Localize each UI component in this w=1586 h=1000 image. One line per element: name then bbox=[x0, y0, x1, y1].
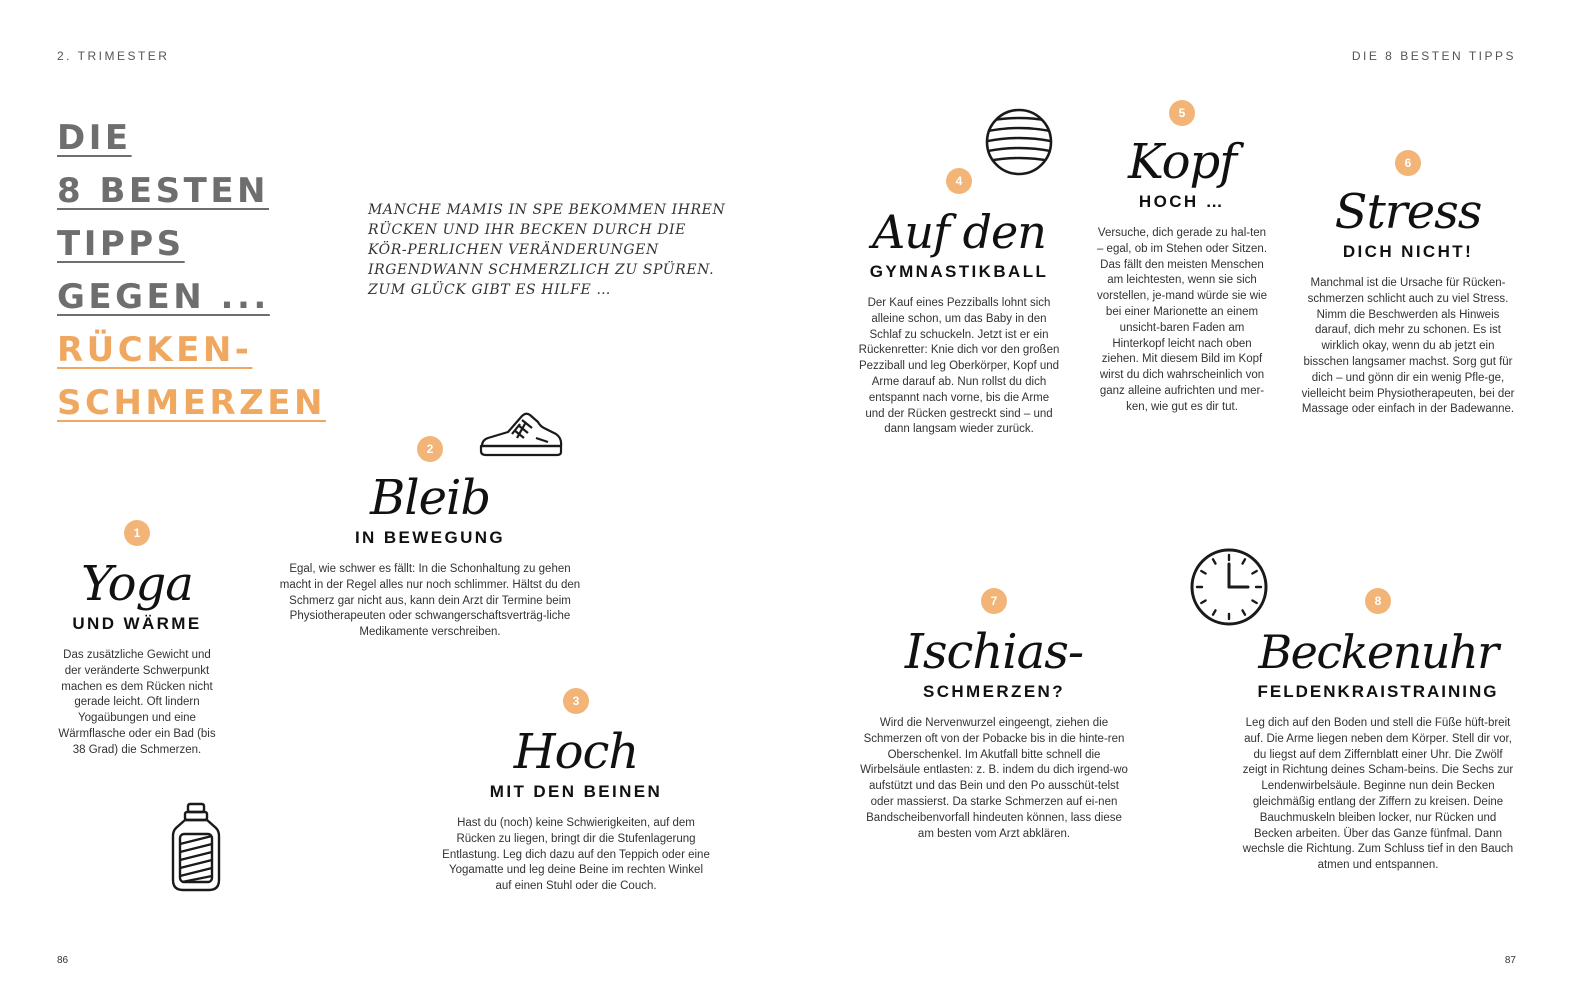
tip-number-badge: 4 bbox=[946, 168, 972, 194]
tip-title: Ischias- bbox=[904, 624, 1084, 680]
tip-body: Wird die Nervenwurzel eingeengt, ziehen die Schmerzen oft von der Pobacke bis in die hinte-ren Oberschenkel. Im Akutfall bitte schnell die Wirbelsäule entlasten: z. B. indem du dich irgend-wo aufstützt und das Bein und den Po ausschüt-telst oder massierst. Da starke Schmerzen auf ei-nen Bandscheibenvorfall hindeuten können, lass diese am besten vom Arzt abklären. bbox=[860, 717, 1128, 840]
intro-text: MANCHE MAMIS IN SPE BEKOMMEN IHREN RÜCKEN UND IHR BECKEN DURCH DIE KÖR-PERLICHEN VERÄNDERUNGEN IRGENDWANN SCHMERZLICH ZU SPÜREN. ZUM GLÜCK GIBT ES HILFE … bbox=[368, 202, 726, 298]
tip-body: Das zusätzliche Gewicht und der veränderte Schwerpunkt machen es dem Rücken nicht gerade leicht. Oft lindern Yogaübungen und eine Wärmflasche oder ein Bad (bis 38 Grad) die Schmerzen. bbox=[58, 649, 216, 756]
tip-6 bbox=[1300, 150, 1516, 418]
tip-1 bbox=[57, 520, 217, 759]
tip-number-badge: 8 bbox=[1365, 588, 1391, 614]
tip-3 bbox=[442, 688, 710, 895]
sneaker-icon bbox=[478, 410, 564, 460]
tip-title: Hoch bbox=[513, 724, 639, 780]
tip-number-badge: 2 bbox=[417, 436, 443, 462]
gym-ball-icon bbox=[983, 106, 1055, 178]
running-header-right: DIE 8 BESTEN TIPPS bbox=[1351, 49, 1516, 63]
tip-5 bbox=[1096, 100, 1268, 416]
tip-4 bbox=[858, 168, 1060, 438]
page-number-left: 86 bbox=[57, 955, 69, 966]
tip-2 bbox=[279, 436, 581, 641]
tip-body: Leg dich auf den Boden und stell die Füße hüft-breit auf. Die Arme liegen neben dem Körper. Stell dir vor, du liegst auf dem Ziffernblatt einer Uhr. Die Zwölf zeigt in Richtung deines Scham-beins. Die Sechs zur Lendenwirbelsäule. Beginne nun dein Becken gleichmäßig entlang der Ziffern zu kreisen. Deine Bauchmuskeln bleiben locker, nur Rücken und Becken arbeiten. Über das Ganze fünfmal. Dann wechsle die Richtung. Zum Schluss tief in den Bauch atmen und entspannen. bbox=[1242, 717, 1514, 872]
tip-subtitle: DICH NICHT! bbox=[1342, 242, 1474, 261]
tip-8 bbox=[1240, 588, 1516, 874]
title-line: GEGEN ... bbox=[57, 277, 270, 317]
tip-number-badge: 1 bbox=[124, 520, 150, 546]
tip-subtitle: IN BEWEGUNG bbox=[354, 528, 506, 547]
tip-subtitle: GYMNASTIKBALL bbox=[869, 262, 1049, 281]
tip-number-badge: 5 bbox=[1169, 100, 1195, 126]
tip-body: Manchmal ist die Ursache für Rücken-schmerzen schlicht auch zu viel Stress. Nimm die Beschwerden als Hinweis darauf, dich mehr zu schonen. Es ist wirklich okay, wenn du ab jetzt ein bisschen langsamer machst. Sorg gut für dich – und gönn dir ein wenig Pfle-ge, vielleicht beim Physiotherapeuten, bei der Massage oder einfach in der Badewanne. bbox=[1301, 277, 1515, 416]
page-number-right: 87 bbox=[1504, 955, 1516, 966]
tip-title: Stress bbox=[1334, 184, 1482, 240]
tip-body: Der Kauf eines Pezziballs lohnt sich alleine schon, um das Baby in den Schlaf zu schuckeln. Jetzt ist er ein Rückenretter: Knie dich vor den großen Pezziball und leg Oberkörper, Kopf und Arme darauf ab. Nun rollst du dich entspannt nach vorne, bis die Arme und der Rücken gestreckt sind – und dann langsam wieder zurück. bbox=[858, 297, 1060, 436]
tip-subtitle: UND WÄRME bbox=[72, 614, 202, 633]
tip-title: Yoga bbox=[81, 556, 193, 612]
tip-title: Beckenuhr bbox=[1258, 625, 1498, 679]
tip-body: Versuche, dich gerade zu hal-ten – egal, ob im Stehen oder Sitzen. Das fällt den meisten Menschen am leichtesten, wenn sie sich vorstellen, je-mand würde sie wie bei einer Marionette an einem unsicht-baren Faden am Hinterkopf leicht nach oben ziehen. Mit diesem Bild im Kopf wirst du dich wahrscheinlich von ganz alleine aufrichten und mer-ken, wie gut es dir tut. bbox=[1096, 227, 1268, 413]
title-accent-line: RÜCKEN- bbox=[57, 330, 253, 370]
tip-subtitle: SCHMERZEN? bbox=[922, 682, 1066, 701]
title-line: 8 BESTEN bbox=[57, 171, 269, 211]
tip-subtitle: HOCH … bbox=[1138, 192, 1226, 211]
hot-water-bottle-icon bbox=[168, 802, 224, 894]
tip-title: Auf den bbox=[872, 205, 1046, 259]
tip-title: Bleib bbox=[369, 470, 491, 526]
tip-number-badge: 3 bbox=[563, 688, 589, 714]
tip-body: Egal, wie schwer es fällt: In die Schonhaltung zu gehen macht in der Regel alles nur noch schlimmer. Hältst du den Schmerz gar nicht aus, kann dein Arzt dir Termine beim Physiotherapeuten oder schwangerschaftsverträg-liche Medikamente verschreiben. bbox=[279, 563, 581, 639]
main-title bbox=[57, 112, 326, 430]
tip-number-badge: 7 bbox=[981, 588, 1007, 614]
title-line: TIPPS bbox=[57, 224, 185, 264]
tip-number-badge: 6 bbox=[1395, 150, 1421, 176]
tip-subtitle: FELDENKRAISTRAINING bbox=[1257, 682, 1499, 701]
tip-body: Hast du (noch) keine Schwierigkeiten, auf dem Rücken zu liegen, bringt dir die Stufenlagerung Entlastung. Leg dich dazu auf den Teppich oder eine Yogamatte und leg deine Beine im rechten Winkel auf einen Stuhl oder die Couch. bbox=[442, 817, 710, 893]
title-line: DIE bbox=[57, 118, 132, 158]
tip-title: Kopf bbox=[1128, 134, 1236, 190]
clock-icon bbox=[1188, 546, 1270, 628]
running-header-left: 2. TRIMESTER bbox=[57, 49, 170, 63]
title-accent-line: SCHMERZEN bbox=[57, 383, 326, 423]
tip-subtitle: MIT DEN BEINEN bbox=[489, 782, 663, 801]
tip-7 bbox=[858, 588, 1130, 842]
